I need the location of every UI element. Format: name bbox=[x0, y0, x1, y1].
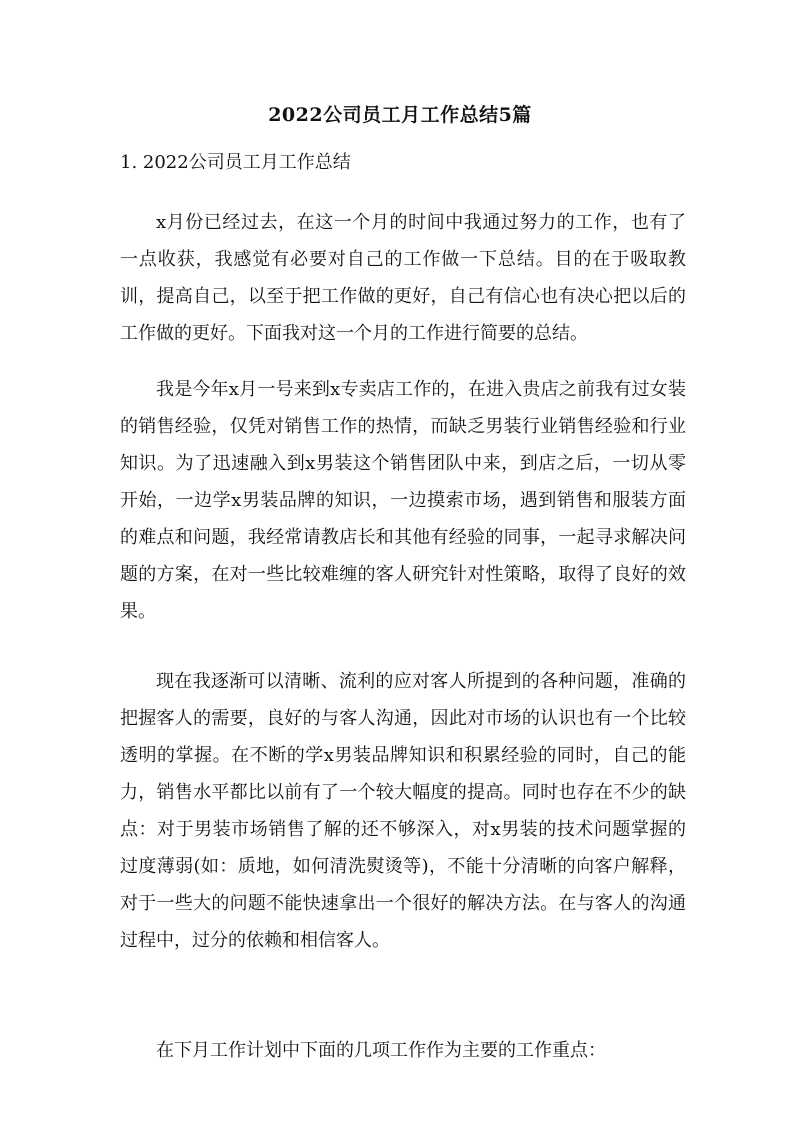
paragraph: 在下月工作计划中下面的几项工作作为主要的工作重点： bbox=[156, 1040, 606, 1061]
paragraph: 现在我逐渐可以清晰、流利的应对客人所提到的各种问题，准确的把握客人的需要，良好的与客人沟通，因此对市场的认识也有一个比较透明的掌握。在不断的学x男装品牌知识和积累经验的同时，自己的能力，销售水平都比以前有了一个较大幅度的提高。同时也存在不少的缺点：对于男装市场销售了解的还不够深入，对x男装的技术问题掌握的过度薄弱(如：质地，如何清洗熨烫等)，不能十分清晰的向客户解释，对于一些大的问题不能快速拿出一个很好的解决方法。在与客人的沟通过程中，过分的依赖和相信客人。 bbox=[120, 671, 686, 951]
document-title: 2022公司员工月工作总结5篇 bbox=[268, 104, 532, 126]
paragraph: x月份已经过去，在这一个月的时间中我通过努力的工作，也有了一点收获，我感觉有必要对自己的工作做一下总结。目的在于吸取教训，提高自己，以至于把工作做的更好，自己有信心也有决心把以后的工作做的更好。下面我对这一个月的工作进行简要的总结。 bbox=[120, 212, 686, 344]
section-heading: 1. 2022公司员工月工作总结 bbox=[120, 152, 351, 173]
paragraph: 我是今年x月一号来到x专卖店工作的，在进入贵店之前我有过女装的销售经验，仅凭对销售工作的热情，而缺乏男装行业销售经验和行业知识。为了迅速融入到x男装这个销售团队中来，到店之后，一切从零开始，一边学x男装品牌的知识，一边摸索市场，遇到销售和服装方面的难点和问题，我经常请教店长和其他有经验的同事，一起寻求解决问题的方案，在对一些比较难缠的客人研究针对性策略，取得了良好的效果。 bbox=[120, 379, 686, 622]
